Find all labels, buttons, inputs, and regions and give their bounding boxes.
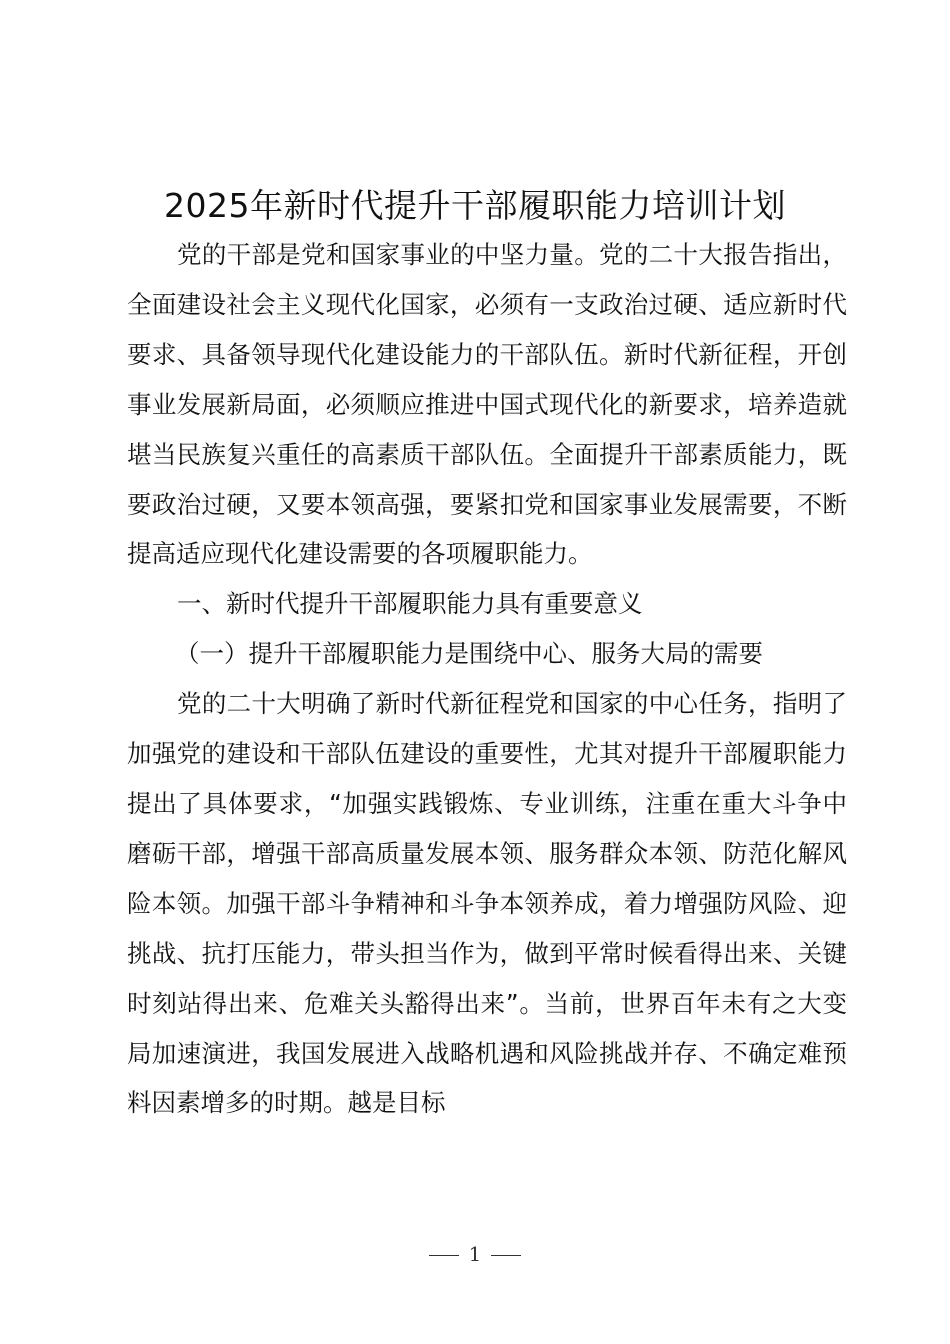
body-paragraph: 党的二十大明确了新时代新征程党和国家的中心任务，指明了加强党的建设和干部队伍建设的重要性，尤其对提升干部履职能力提出了具体要求，“加强实践锻炼、专业训练，注重在重大斗争中磨砺干部，增强干部高质量发展本领、服务群众本领、防范化解风险本领。加强干部斗争精神和斗争本领养成，着力增强防风险、迎挑战、抗打压能力，带头担当作为，做到平常时候看得出来、关键时刻站得出来、危难关头豁得出来”。当前，世界百年未有之大变局加速演进，我国发展进入战略机遇和风险挑战并存、不确定难预料因素增多的时期。越是目标 [127, 689, 847, 1118]
section-heading: 一、新时代提升干部履职能力具有重要意义 [177, 589, 643, 619]
document-title: 2025年新时代提升干部履职能力培训计划 [164, 186, 786, 225]
subsection-heading: （一）提升干部履职能力是围绕中心、服务大局的需要 [175, 639, 763, 669]
page-number: 1 [468, 1242, 482, 1266]
page-footer [0, 1236, 950, 1272]
footer-dash-left [429, 1255, 459, 1256]
footer-dash-right [491, 1255, 521, 1256]
document-body [127, 230, 847, 1128]
intro-paragraph: 党的干部是党和国家事业的中坚力量。党的二十大报告指出，全面建设社会主义现代化国家，必须有一支政治过硬、适应新时代要求、具备领导现代化建设能力的干部队伍。新时代新征程，开创事业发展新局面，必须顺应推进中国式现代化的新要求，培养造就堪当民族复兴重任的高素质干部队伍。全面提升干部素质能力，既要政治过硬，又要本领高强，要紧扣党和国家事业发展需要，不断提高适应现代化建设需要的各项履职能力。 [127, 240, 847, 569]
